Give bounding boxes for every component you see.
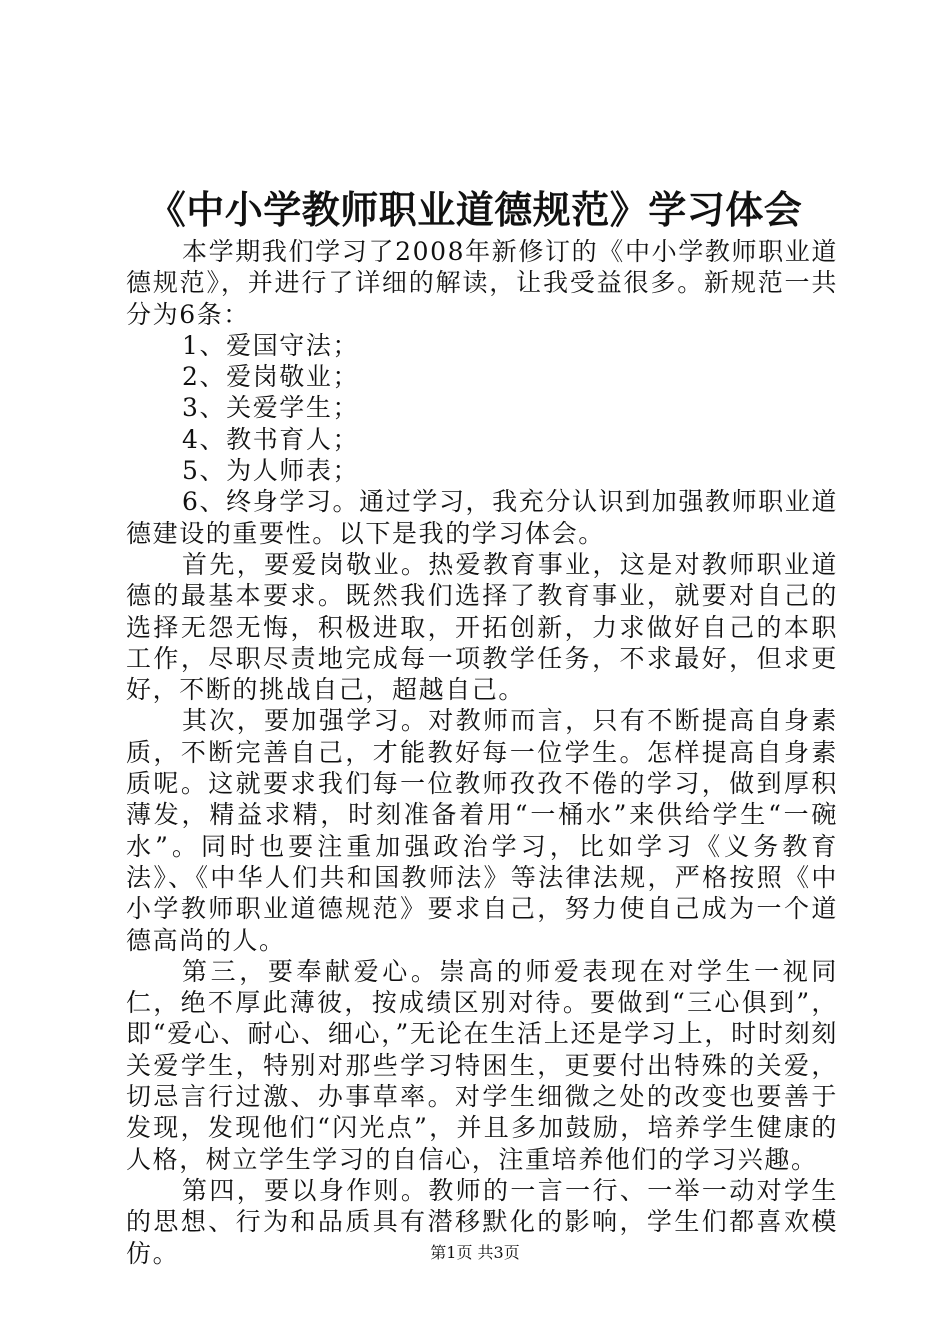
list-item-1: 1、爱国守法；	[182, 330, 360, 360]
document-body	[126, 236, 838, 1269]
page-footer: 第1页 共3页	[430, 1243, 520, 1262]
paragraph-first: 首先，要爱岗敬业。热爱教育事业，这是对教师职业道德的最基本要求。既然我们选择了教育事业，就要对自己的选择无怨无悔，积极进取，开拓创新，力求做好自己的本职工作，尽职尽责地完成每一项教学任务，不求最好，但求更好，不断的挑战自己，超越自己。	[126, 549, 838, 705]
list-item-3: 3、关爱学生；	[182, 393, 360, 423]
document-title: 《中小学教师职业道德规范》学习体会	[147, 188, 803, 232]
list-item-4: 4、教书育人；	[182, 424, 360, 454]
paragraph-fourth: 第四，要以身作则。教师的一言一行、一举一动对学生的思想、行为和品质具有潜移默化的影响，学生们都喜欢模仿。	[126, 1175, 838, 1268]
paragraph-second: 其次，要加强学习。对教师而言，只有不断提高自身素质，不断完善自己，才能教好每一位学生。怎样提高自身素质呢。这就要求我们每一位教师孜孜不倦的学习，做到厚积薄发，精益求精，时刻准备着用“一桶水”来供给学生“一碗水”。同时也要注重加强政治学习，比如学习《义务教育法》、《中华人们共和国教师法》等法律法规，严格按照《中小学教师职业道德规范》要求自己，努力使自己成为一个道德高尚的人。	[126, 706, 838, 955]
list-item-5: 5、为人师表；	[182, 456, 360, 486]
paragraph-intro: 本学期我们学习了2008年新修订的《中小学教师职业道德规范》，并进行了详细的解读，让我受益很多。新规范一共分为6条：	[126, 237, 838, 329]
list-item-6: 6、终身学习。通过学习，我充分认识到加强教师职业道德建设的重要性。以下是我的学习体会。	[126, 487, 838, 548]
list-item-2: 2、爱岗敬业；	[182, 362, 360, 392]
paragraph-third: 第三，要奉献爱心。崇高的师爱表现在对学生一视同仁，绝不厚此薄彼，按成绩区别对待。要做到“三心俱到”，即“爱心、耐心、细心，”无论在生活上还是学习上，时时刻刻关爱学生，特别对那些学习特困生，更要付出特殊的关爱，切忌言行过激、办事草率。对学生细微之处的改变也要善于发现，发现他们“闪光点”，并且多加鼓励，培养学生健康的人格，树立学生学习的自信心，注重培养他们的学习兴趣。	[126, 956, 838, 1174]
